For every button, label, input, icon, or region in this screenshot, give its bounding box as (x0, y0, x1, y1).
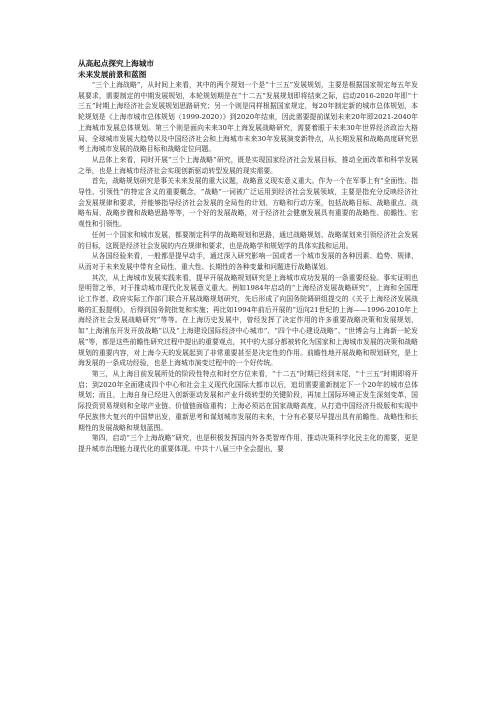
paragraph-6: 其次，从上海城市发展实践来看，提早开展战略规划研究是上海城市成功发展的一条重要经验。事实证明也是明智之举，对于推动城市现代化发展意义重大。例如1984年启动的“上海经济发展战略研究”，上海和全国理论工作者、政府实际工作部门联合开展战略规划研究，先后形成了向国务院调研组提交的《关于上海经济发展战略的汇报提纲》，后得到国务院批复和实施；再比如1994年前后开展的“迈向21世纪的上海——1996-2010年上海经济社会发展战略研究”等等。在上海历史发展中，曾经发挥了决定作用的许多重要战略决策和发展规划，如“上海浦东开发开放战略”以及“上海建设国际经济中心城市”、“四个中心建设战略”、“世博会与上海新一轮发展”等，都是这些前瞻性研究过程中提出的重要观点，其中的大部分都被转化为国家和上海城市发展的决策和战略规划的重要内容，对上海今天的发展起到了非常重要甚至是决定性的作用。前瞻性地开展战略和规划研究，是上海发展的一条成功经验，也是上海城市演变过程中的一个好传统。 (78, 273, 418, 368)
document-title: 从高起点探究上海城市 (78, 59, 154, 68)
paragraph-4: 任何一个国家和城市发展，都要制定科学的战略规划和思路，通过战略规划、战略谋划来引领经济社会发展的目标，这既是经济社会发展的内在规律和要求，也是战略学和规划学的具体实践和运用。 (78, 230, 418, 250)
paragraph-8: 第四，启动“三个上海战略”研究，也是积极发挥国内外各类智库作用，推动决策科学化民主化的需要，更是提升城市治理能力现代化的重要体现。中共十八届三中全会提出，要 (78, 434, 418, 453)
document-body (78, 59, 418, 455)
paragraph-1: “三个上海战略”，从时间上来看，其中的两个规划一个是“十三五”发展规划，主要是根据国家规定每五年发展要求，需要制定的中期发展规划，本轮规划期是在“十二五”发展规划即将结束之际，启动2016-2020年即“十三五”时期上海经济社会发展规划思路研究；另一个则是同样根据国家规定，每20年制定新的城市总体规划，本轮规划是《上海市城市总体规划（1999-2020）》到2020年结束，因此需要提前谋划未来20年即2021-2040年上海城市发展总体规划。第三个则是面向未来30年上海发展战略研究，需要着眼于未来30年世界经济政治大格局、全球城市发展大趋势以及中国经济社会和上海城市未来30年发展演变新特点，从长期发展和战略高度研究思考上海城市发展的战略目标和战略定位问题。 (78, 81, 418, 154)
document-subtitle: 未来发展前景和蓝图 (78, 69, 147, 79)
paragraph-3: 首先，战略规划研究是事关未来发展的重大议题，战略意义现实意义重大。作为一个在军事上有“全面性、指导性、引领性”的特定含义的重要概念，“战略”一词被广泛运用到经济社会发展领域，主要是指充分反映经济社会发展规律和要求，并能够指导经济社会发展的全局性的计划、方略和行动方案，包括战略目标、战略重点、战略布局、战略步骤和战略思路等等，一个好的发展战略，对于经济社会健康发展具有重要的战略性、前瞻性、宏观性和引领性。 (78, 177, 418, 229)
paragraph-5: 从各国经验来看，一般都是提早动手，通过深入研究影响一国或者一个城市发展的各种因素、趋势、规律，从而对于未来发展中带有全局性、重大性、长期性的各种变量和问题进行战略谋划。 (78, 252, 418, 271)
paragraph-2: 从总体上来看，同时开展“三个上海战略”研究，既是实现国家经济社会发展目标，推动全面改革和科学发展之举，也是上海城市经济社会实现创新驱动转型发展的现实需要。 (78, 155, 418, 175)
paragraph-7: 第三，从上海目前发展所处的阶段性特点和时空方位来看，“十二五”时期已经到末尾，“十三五”时期即将开启；到2020年全面建成四个中心和社会主义现代化国际大都市以后，追切需要重新制定下一个20年的城市总体规划；而且，上海自身已经进入创新驱动发展和产业升级转型的关键阶段，再加上国际环境正发生深刻变革，国际投资贸易规则和全球产业链、价值链面临重构；上海必须站在国家战略高度，从打造中国经济升级版和实现中华民族伟大复兴的中国梦出发，重新思考和谋划城市发展的未来，十分有必要尽早提出具有前瞻性、战略性和长期性的发展战略和规划蓝图。 (78, 369, 418, 432)
